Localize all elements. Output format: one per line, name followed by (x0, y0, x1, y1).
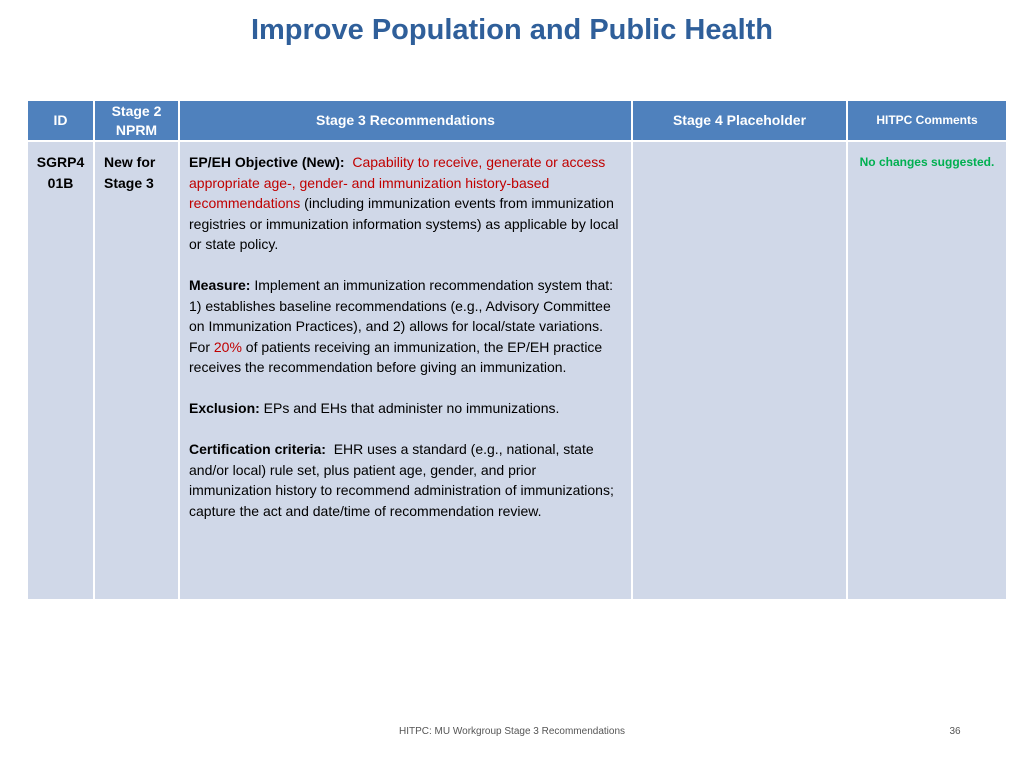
row-stage4-placeholder-cell (632, 141, 847, 600)
objective-text: (including immunization events from immunization registries or immunization information systems) as applicable by local or state policy. (189, 195, 619, 252)
exclusion-text: EPs and EHs that administer no immunizations. (259, 400, 560, 416)
header-stage2-nprm (94, 100, 179, 141)
objective-highlight: Capability to receive, generate or access appropriate age-, gender- and immunization history-based recommendations (189, 154, 606, 211)
objective-paragraph (189, 152, 621, 255)
row-id-line2: 01B (47, 174, 74, 191)
certification-label: Certification criteria: (189, 441, 326, 457)
exclusion-paragraph (189, 398, 621, 419)
header-stage2-line1: Stage 2 (111, 102, 162, 119)
row-id-cell (27, 141, 94, 600)
row-stage2-cell (94, 141, 179, 600)
comment-text: No changes suggested. (859, 155, 995, 169)
measure-paragraph (189, 275, 621, 378)
header-hitpc-comments: HITPC Comments (847, 100, 1007, 141)
slide-title: Improve Population and Public Health (250, 14, 774, 46)
row-stage2-line2: Stage 3 (104, 174, 154, 191)
measure-text-after: of patients receiving an immunization, the EP/EH practice receives the recommendation before giving an immunization. (189, 338, 603, 375)
objective-label: EP/EH Objective (New): (189, 154, 345, 170)
header-stage3-recommendations: Stage 3 Recommendations (179, 100, 632, 141)
footer-text: HITPC: MU Workgroup Stage 3 Recommendations (398, 726, 625, 737)
measure-label: Measure: (189, 277, 251, 293)
row-stage2-line1: New for (104, 154, 156, 170)
table-row (27, 141, 1007, 600)
row-id-line1: SGRP4 (36, 154, 85, 170)
row-hitpc-comments-cell (847, 141, 1007, 600)
table-header-row (27, 100, 1007, 141)
certification-paragraph (189, 439, 621, 521)
measure-highlight: 20% (213, 338, 242, 355)
header-stage4-placeholder: Stage 4 Placeholder (632, 100, 847, 141)
recommendations-table (26, 99, 1008, 601)
header-id: ID (27, 100, 94, 141)
page-number: 36 (949, 726, 961, 737)
measure-text-before: Implement an immunization recommendation system that: 1) establishes baseline recommendations (e.g., Advisory Committee on Immunization Practices), and 2) allows for local/state variations. For (189, 277, 614, 355)
exclusion-label: Exclusion: (189, 400, 260, 416)
row-stage3-recommendation-cell (179, 141, 632, 600)
header-stage2-line2: NPRM (115, 121, 158, 138)
certification-text: EHR uses a standard (e.g., national, state and/or local) rule set, plus patient age, gender, and prior immunization history to recommend administration of immunizations; capture the act and date/time of recommendation review. (189, 441, 618, 519)
